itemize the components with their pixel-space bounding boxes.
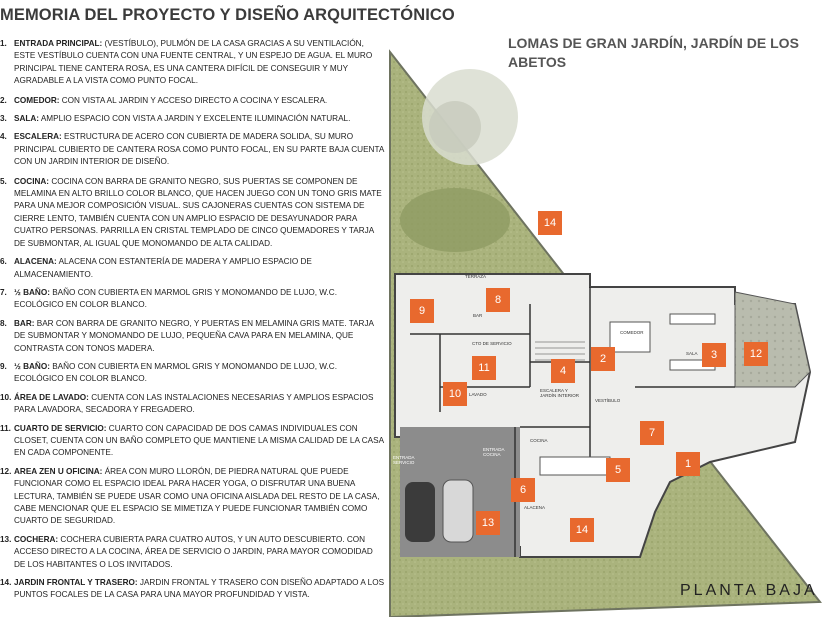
room-label-terraza: TERRAZA [465,274,487,279]
memoria-item-number: 13. [0,534,12,544]
memoria-item-description: ALACENA CON ESTANTERÍA DE MADERA Y AMPLIO ESPACIO DE ALMACENAMIENTO. [14,257,312,279]
plan-label: PLANTA BAJA [680,582,818,599]
memoria-item-term: COCHERA: [14,534,59,544]
memoria-item [0,95,385,107]
memoria-item-description: ÁREA CON MURO LLORÓN, DE PIEDRA NATURAL QUE PUEDE FUNCIONAR COMO EL ESPACIO IDEAL PARA HACER YOGA, O DISFRUTAR UNA BUENA LECTURA, TAMBIÉN SE PUEDE USAR COMO UNA OFICINA AISLADA DEL RESTO DE LA CASA, CABE MENCIONAR QUE EL ESPACIO SE MIMETIZA Y PUEDE FUNCIONAR TAMBIÉN COMO CUARTO DE SEGURIDAD. [14,466,380,526]
memoria-item-number: 8. [0,318,7,328]
room-label-bar: BAR [473,313,483,318]
memoria-item-description: ESTRUCTURA DE ACERO CON CUBIERTA DE MADERA SOLIDA, SU MURO PRINCIPAL CUBIERTO DE CANTERA ROSA COMO PUNTO FOCAL, EN SU PARTE BAJA CUENTA CON UN JARDIN INTERIOR DE DISEÑO. [14,132,384,167]
memoria-item-term: ½ BAÑO: [14,287,50,297]
kitchen-island [540,457,610,475]
room-label-comedor: COMEDOR [620,330,644,335]
car-1 [405,482,435,542]
memoria-item-description: BAR CON BARRA DE GRANITO NEGRO, Y PUERTAS EN MELAMINA GRIS MATE. TARJA DE SUBMONTAR Y MONOMANDO DE LUJO, PEQUEÑA CAVA PARA EN MELAMINA, QUE CONTRASTA CON TONOS MADERA. [14,318,374,353]
callout-11: 11 [472,356,496,380]
room-label-entrada-cocina: ENTRADA COCINA [483,447,505,457]
memoria-item-number: 11. [0,423,11,433]
callout-8: 8 [486,288,510,312]
callout-6: 6 [511,478,535,502]
memoria-item-term: CUARTO DE SERVICIO: [14,423,107,433]
memoria-item-term: ENTRADA PRINCIPAL: [14,39,103,48]
memoria-item [0,113,385,125]
car-2 [443,480,473,542]
memoria-item-number: 12. [0,466,12,476]
memoria-item-description: JARDIN FRONTAL Y TRASERO CON DISEÑO ADAPTADO A LOS PUNTOS FOCALES DE LA CASA PARA UNA MAYOR PROFUNDIDAD Y VISTA. [14,578,385,600]
memoria-item [0,577,385,602]
memoria-item-number: 4. [0,132,7,142]
callout-10: 10 [443,382,467,406]
room-label-sala: SALA [686,351,698,356]
memoria-item [0,38,385,88]
room-label-lavado: LAVADO [469,392,487,397]
callout-13: 13 [476,511,500,535]
memoria-item-number: 10. [0,392,12,402]
room-label-alacena: ALACENA [524,505,546,510]
memoria-item [0,131,385,168]
callout-12: 12 [744,342,768,366]
memoria-item-number: 14. [0,578,12,588]
dining-table [610,322,650,352]
room-label-entrada-servicio: ENTRADA SERVICIO [393,455,415,465]
memoria-item-description: (VESTÍBULO), PULMÓN DE LA CASA GRACIAS A SU VENTILACIÓN, ESTE VESTÍBULO CUENTA CON UNA FUENTE CENTRAL, Y UN ESPEJO DE AGUA. EL MURO PRINCIPAL TIENE CANTERA ROSA, ES UNA CANTERA DIFÍCIL DE CONSEGUIR Y MUY AGRADABLE A LA VISTA COMO PUNTO FOCAL. [14,39,373,86]
memoria-item-term: JARDIN FRONTAL Y TRASERO: [14,578,138,588]
room-label-vestibulo: VESTÍBULO [595,398,621,403]
memoria-item-term: ALACENA: [14,257,57,267]
callout-14-rear: 14 [538,211,562,235]
callout-4: 4 [551,359,575,383]
memoria-item-number: 3. [0,114,7,124]
memoria-item [0,361,385,386]
callout-5: 5 [606,458,630,482]
project-title: LOMAS DE GRAN JARDÍN, JARDÍN DE LOS ABETOS [508,35,799,70]
memoria-title: MEMORIA DEL PROYECTO Y DISEÑO ARQUITECTÓNICO [0,6,455,24]
callout-3: 3 [702,343,726,367]
memoria-item-term: BAR: [14,318,35,328]
memoria-item-description: BAÑO CON CUBIERTA EN MARMOL GRIS Y MONOMANDO DE LUJO, W.C. ECOLÓGICO EN COLOR BLANCO. [14,287,337,310]
memoria-item-term: ÁREA DE LAVADO: [14,392,89,402]
memoria-item-number: 7. [0,287,7,297]
callout-1: 1 [676,452,700,476]
memoria-item [0,287,385,312]
memoria-item-description: CUENTA CON LAS INSTALACIONES NECESARIAS Y AMPLIOS ESPACIOS PARA LAVADORA, SECADORA Y FREGADERO. [14,392,374,415]
memoria-item-term: COMEDOR: [14,95,60,105]
room-label-cocina: COCINA [530,438,548,443]
memoria-list [0,38,385,602]
memoria-item [0,256,385,281]
memoria-item-number: 9. [0,361,7,371]
memoria-item [0,534,385,571]
memoria-item-description: BAÑO CON CUBIERTA EN MARMOL GRIS Y MONOMANDO DE LUJO, W.C. ECOLÓGICO EN COLOR BLANCO. [14,361,337,384]
sofa [670,314,715,324]
tree-2 [400,188,510,252]
callout-14-front: 14 [570,518,594,542]
memoria-item [0,423,385,460]
memoria-item-term: ESCALERA: [14,132,62,142]
room-label-escalera: ESCALERA Y JARDÍN INTERIOR [540,388,580,398]
callout-7: 7 [640,421,664,445]
memoria-item [0,466,385,528]
room-label-cto-servicio: CTO DE SERVICIO [472,341,512,346]
memoria-item-term: SALA: [14,114,40,124]
memoria-item-number: 2. [0,95,7,105]
memoria-item-term: AREA ZEN U OFICINA: [14,466,103,476]
memoria-item-number: 5. [0,176,7,186]
memoria-item-number: 1. [0,39,7,48]
memoria-item [0,318,385,355]
memoria-item [0,176,385,250]
callout-2: 2 [591,347,615,371]
zen-area [735,292,810,387]
memoria-item-term: COCINA: [14,176,50,186]
callout-9: 9 [410,299,434,323]
memoria-item-term: ½ BAÑO: [14,361,50,371]
memoria-item [0,392,385,417]
floor-plan [380,42,840,617]
memoria-item-description: CUARTO CON CAPACIDAD DE DOS CAMAS INDIVIDUALES CON CLOSET, CUENTA CON UN BAÑO COMPLETO QUE MANTIENE LA MISMA CALIDAD DE LA CASA EN CADA COMPONENTE. [14,423,384,458]
memoria-item-description: COCINA CON BARRA DE GRANITO NEGRO, SUS PUERTAS SE COMPONEN DE MELAMINA EN ALTO BRILLO COLOR BLANCO, QUE HACEN JUEGO CON UN TONO GRIS MATE PARA UNA MEJOR COMPOSICIÓN VISUAL. SUS CAJONERAS CUENTAS CON SISTEMA DE CIERRE LENTO, TAMBIÉN CUENTA CON UN AMPLIO ESPACIO DE DESAYUNADOR PARA CUATRO PERSONAS. PARRILLA EN CRISTAL TEMPLADO DE CINCO QUEMADORES Y TARJA DE SUBMONTAR, AL IGUAL QUE MONOMANDO DE ALTA CALIDAD. [14,176,382,248]
memoria-item-description: AMPLIO ESPACIO CON VISTA A JARDIN Y EXCELENTE ILUMINACIÓN NATURAL. [40,114,351,124]
memoria-item-number: 6. [0,257,7,267]
memoria-item-description: CON VISTA AL JARDIN Y ACCESO DIRECTO A COCINA Y ESCALERA. [61,95,328,105]
memoria-item-description: COCHERA CUBIERTA PARA CUATRO AUTOS, Y UN AUTO DESCUBIERTO. CON ACCESO DIRECTO A LA COCINA, ÁREA DE SERVICIO O JARDIN, PARA MAYOR COMODIDAD DE LOS HABITANTES O LOS INVITADOS. [14,534,373,569]
